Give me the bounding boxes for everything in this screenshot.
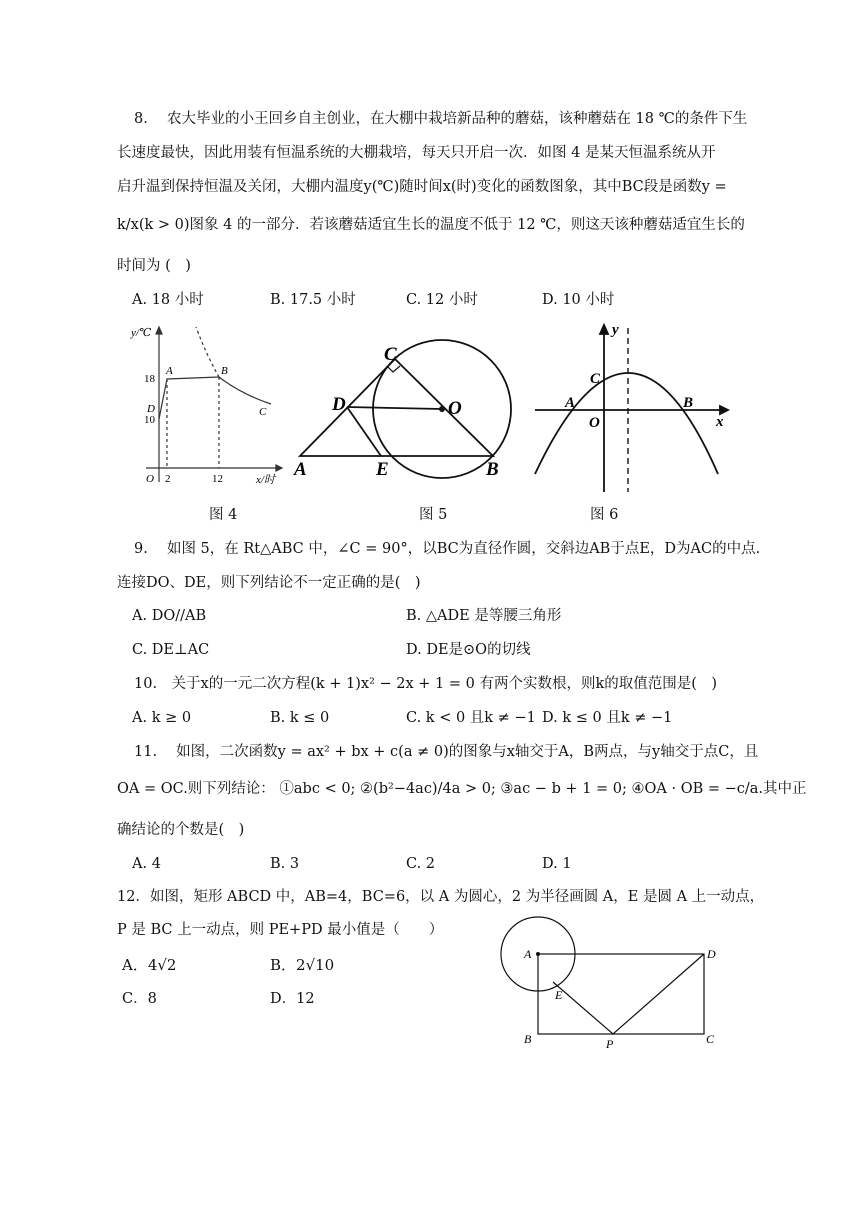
q10-option-b: B. k ≤ 0 <box>270 710 330 726</box>
fig5-label-o: O <box>448 398 462 419</box>
q11-option-d: D. 1 <box>542 856 572 872</box>
q9-option-b: B. △ADE 是等腰三角形 <box>406 608 562 624</box>
q9-option-c: C. DE⊥AC <box>132 642 210 658</box>
q9-line2: 连接DO、DE，则下列结论不一定正确的是( ) <box>117 575 421 591</box>
fig4-xlabel: x/时 <box>256 474 275 486</box>
fig12-label-a: A <box>524 947 532 961</box>
q9-option-d: D. DE是⊙O的切线 <box>406 642 531 658</box>
fig4-label-b: B <box>221 365 228 377</box>
q10-option-d: D. k ≤ 0 且k ≠ −1 <box>542 710 673 726</box>
q8-option-c: C. 12 小时 <box>406 292 478 308</box>
q9-option-a: A. DO//AB <box>132 608 207 624</box>
fig5-label-c: C <box>384 344 397 365</box>
fig4-tick-10: 10 <box>144 414 155 426</box>
q12-option-d: D．12 <box>270 991 315 1007</box>
fig4-caption: 图 4 <box>209 507 238 523</box>
fig4-label-c: C <box>259 406 267 418</box>
fig12-label-p: P <box>606 1037 614 1050</box>
fig6-label-y: y <box>612 322 619 338</box>
fig5-label-e: E <box>376 459 389 480</box>
q11-line2: OA = OC.则下列结论： ①abc < 0; ②(b²−4ac)/4a > 0; ③ac − b + 1 = 0; ④OA · OB = −c/a.其中正 <box>117 781 807 797</box>
fig4-label-d: D <box>147 403 155 415</box>
fig4-tick-2: 2 <box>165 473 171 485</box>
fig12-label-c: C <box>706 1032 715 1046</box>
figure-5-geometry <box>292 336 512 481</box>
fig6-label-o: O <box>589 415 600 431</box>
q8-option-b: B. 17.5 小时 <box>270 292 356 308</box>
fig12-label-e: E <box>555 988 563 1002</box>
q10-line1: 10. 关于x的一元二次方程(k + 1)x² − 2x + 1 = 0 有两个实数根，则k的取值范围是( ) <box>134 676 718 692</box>
q8-line4: k/x(k > 0)图象 4 的一部分．若该蘑菇适宜生长的温度不低于 12 ℃，则这天该种蘑菇适宜生长的 <box>117 217 745 233</box>
fig5-label-a: A <box>294 459 307 480</box>
fig12-label-b: B <box>524 1032 532 1046</box>
q12-option-c: C．8 <box>122 991 157 1007</box>
fig12-label-d: D <box>707 947 716 961</box>
figure-12-rectangle <box>498 910 728 1050</box>
q12-option-a: A．4√2 <box>122 956 177 974</box>
q11-line3: 确结论的个数是( ) <box>117 822 245 838</box>
q8-line2: 长速度最快，因此用装有恒温系统的大棚栽培，每天只开启一次．如图 4 是某天恒温系统从开 <box>117 145 716 161</box>
q10-option-a: A. k ≥ 0 <box>132 710 192 726</box>
fig6-label-b: B <box>683 395 694 411</box>
q12-line2: P 是 BC 上一动点，则 PE+PD 最小值是（ ） <box>117 922 444 938</box>
fig5-label-b: B <box>486 459 499 480</box>
fig6-label-x: x <box>716 414 724 430</box>
q11-line1: 11. 如图，二次函数y = ax² + bx + c(a ≠ 0)的图象与x轴交于A，B两点，与y轴交于点C，且 <box>134 744 759 760</box>
q11-option-b: B. 3 <box>270 856 300 872</box>
fig4-label-a: A <box>166 365 173 377</box>
q8-line5: 时间为 ( ) <box>117 258 191 274</box>
fig6-label-c: C <box>590 371 601 387</box>
q10-option-c: C. k < 0 且k ≠ −1 <box>406 710 536 726</box>
q8-option-d: D. 10 小时 <box>542 292 615 308</box>
q12-line1: 12．如图，矩形 ABCD 中，AB=4，BC=6，以 A 为圆心，2 为半径画圆 A，E 是圆 A 上一动点， <box>117 889 765 905</box>
q8-line3: 启升温到保持恒温及关闭，大棚内温度y(℃)随时间x(时)变化的函数图象，其中BC段是函数y = <box>117 179 727 195</box>
figure-4-graph <box>126 322 286 492</box>
q12-option-b: B．2√10 <box>270 956 335 974</box>
fig4-ylabel: y/℃ <box>131 327 152 339</box>
q11-option-a: A. 4 <box>132 856 161 872</box>
q8-option-a: A. 18 小时 <box>132 292 204 308</box>
fig6-label-a: A <box>565 395 576 411</box>
figure-6-parabola <box>530 322 735 494</box>
fig6-caption: 图 6 <box>590 507 619 523</box>
fig5-label-d: D <box>332 394 346 415</box>
fig5-caption: 图 5 <box>419 507 448 523</box>
q11-option-c: C. 2 <box>406 856 436 872</box>
q9-line1: 9. 如图 5，在 Rt△ABC 中，∠C = 90°，以BC为直径作圆，交斜边AB于点E，D为AC的中点. <box>134 541 761 557</box>
fig4-origin: O <box>146 473 154 485</box>
fig4-tick-12: 12 <box>212 473 223 485</box>
q8-line1: 8. 农大毕业的小王回乡自主创业，在大棚中栽培新品种的蘑菇，该种蘑菇在 18 ℃的条件下生 <box>134 111 748 127</box>
fig4-tick-18: 18 <box>144 373 155 385</box>
